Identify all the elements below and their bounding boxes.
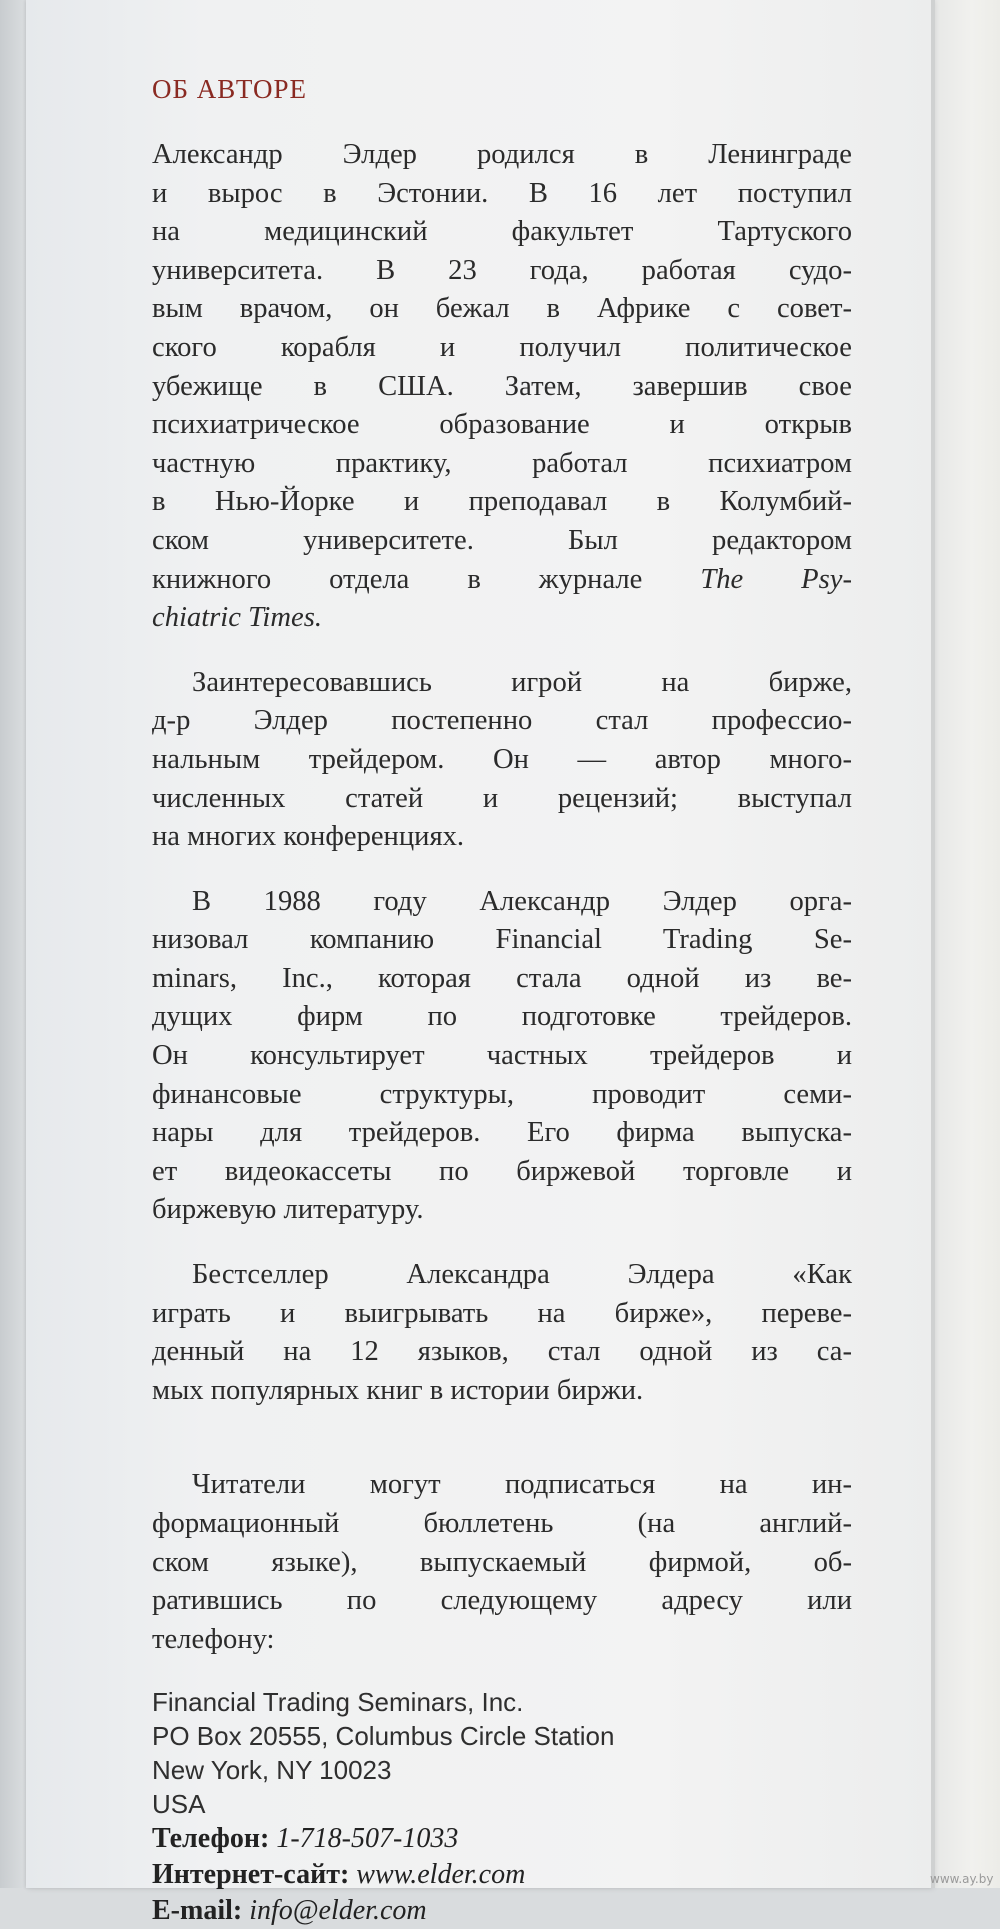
text-line: дущих фирм по подготовке трейдеров. — [152, 1001, 852, 1033]
spacer — [152, 1436, 852, 1466]
text-line: ском университете. Был редактором — [152, 524, 852, 556]
text-line: университета. В 23 года, работая судо- — [152, 254, 852, 286]
about-author-content — [152, 72, 852, 1929]
text-line: убежище в США. Затем, завершив свое — [152, 370, 852, 402]
text-line: Он консультирует частных трейдеров и — [152, 1040, 852, 1072]
text-line: психиатрическое образование и открыв — [152, 409, 852, 441]
text-line: и вырос в Эстонии. В 16 лет поступил — [152, 177, 852, 209]
text-line: В 1988 году Александр Элдер орга- — [192, 885, 852, 917]
text-line: д-р Элдер постепенно стал профессио- — [152, 705, 852, 737]
email-line — [152, 1893, 852, 1929]
journal-title-part1: The Psy- — [700, 563, 852, 595]
text-line: minars, Inc., которая стала одной из ве- — [152, 962, 852, 994]
phone-value: 1-718-507-1033 — [276, 1823, 459, 1855]
text-line: ского корабля и получил политическое — [152, 331, 852, 363]
page-edge — [931, 0, 935, 1888]
address-country: USA — [152, 1789, 206, 1820]
paragraph-trading-career — [152, 664, 852, 857]
paragraph-bestseller — [152, 1256, 852, 1410]
text-line: Заинтересовавшись игрой на бирже, — [192, 666, 852, 698]
email-link[interactable]: info@elder.com — [249, 1895, 427, 1927]
website-link[interactable]: www.elder.com — [356, 1859, 526, 1891]
address-city: New York, NY 10023 — [152, 1755, 392, 1786]
text-line: нальным трейдером. Он — автор много- — [152, 743, 852, 775]
address-street: PO Box 20555, Columbus Circle Station — [152, 1721, 615, 1752]
text-line-journal — [152, 561, 852, 600]
background-left — [0, 0, 28, 1888]
phone-line — [152, 1821, 852, 1857]
text-line: вым врачом, он бежал в Африке с совет- — [152, 293, 852, 325]
paragraph-biography — [152, 136, 852, 638]
text-line: биржевую литературу. — [152, 1194, 424, 1226]
text-line: низовал компанию Financial Trading Se- — [152, 924, 852, 956]
text-line: частную практику, работал психиатром — [152, 447, 852, 479]
phone-label: Телефон: — [152, 1823, 270, 1855]
text-line: Читатели могут подписаться на ин- — [192, 1469, 852, 1501]
paragraph-company — [152, 883, 852, 1230]
section-heading: ОБ АВТОРЕ — [152, 74, 308, 104]
text-line: на многих конференциях. — [152, 821, 465, 853]
watermark-text: www.ay.by — [930, 1872, 994, 1886]
background-right — [930, 0, 1000, 1888]
email-label: E-mail: — [152, 1895, 243, 1927]
text-line: на медицинский факультет Тартуского — [152, 216, 852, 248]
text-line: Бестселлер Александра Элдера «Как — [192, 1259, 852, 1291]
text-line: ском языке), выпускаемый фирмой, об- — [152, 1546, 852, 1578]
text-line: играть и выигрывать на бирже», переве- — [152, 1297, 852, 1329]
text-line: финансовые структуры, проводит семи- — [152, 1078, 852, 1110]
text-line: Александр Элдер родился в Ленинграде — [152, 139, 852, 170]
contact-info — [152, 1821, 852, 1929]
text-line: ет видеокассеты по биржевой торговле и — [152, 1155, 852, 1187]
text-line — [152, 599, 852, 638]
journal-title-part2: chiatric Times. — [152, 602, 322, 634]
text-line: телефону: — [152, 1623, 275, 1655]
text-line: нары для трейдеров. Его фирма выпуска- — [152, 1117, 852, 1149]
journal-prefix: книжного отдела в журнале — [152, 563, 643, 595]
text-line: в Нью-Йорке и преподавал в Колумбий- — [152, 486, 852, 518]
paragraph-newsletter — [152, 1466, 852, 1659]
text-line: мых популярных книг в истории биржи. — [152, 1374, 644, 1406]
postal-address — [152, 1685, 852, 1821]
text-line: численных статей и рецензий; выступал — [152, 782, 852, 814]
website-label: Интернет-сайт: — [152, 1859, 350, 1891]
text-line: ратившись по следующему адресу или — [152, 1585, 852, 1617]
address-company: Financial Trading Seminars, Inc. — [152, 1687, 524, 1718]
text-line: денный на 12 языков, стал одной из са- — [152, 1336, 852, 1368]
text-line: формационный бюллетень (на англий- — [152, 1508, 852, 1539]
